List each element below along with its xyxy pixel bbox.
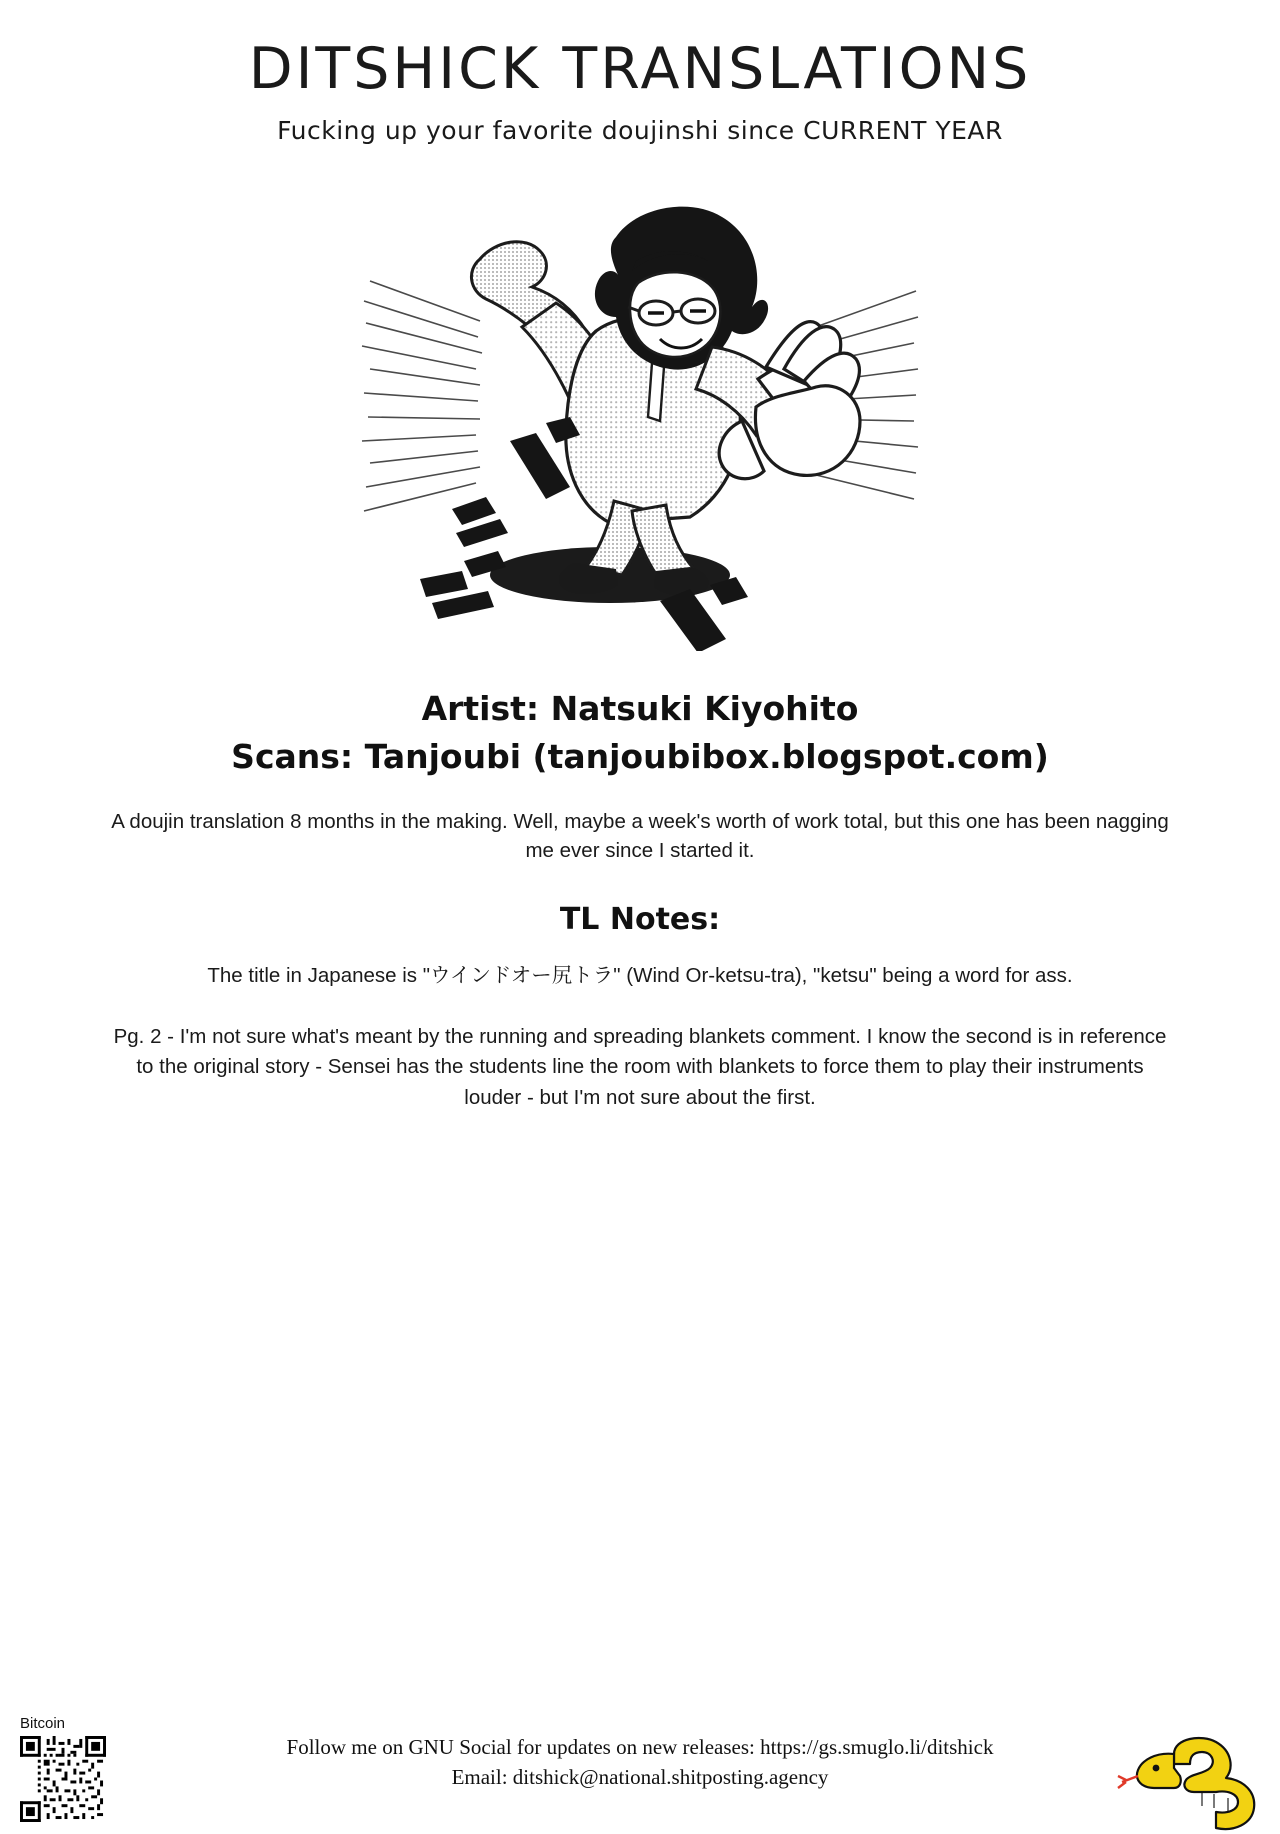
credit-artist: Artist: Natsuki Kiyohito bbox=[421, 688, 859, 728]
credit-scans: Scans: Tanjoubi (tanjoubibox.blogspot.com) bbox=[231, 736, 1049, 776]
illustration-container bbox=[0, 171, 1280, 651]
manga-boy-reaching-hand-illustration bbox=[360, 171, 920, 651]
tl-notes-heading: TL Notes: bbox=[559, 901, 721, 937]
bitcoin-donation-block bbox=[20, 1715, 120, 1826]
footer-contact bbox=[160, 1732, 1120, 1793]
tl-note-page-2: Pg. 2 - I'm not sure what's meant by the running and spreading blankets comment. I know the second is in reference to the original story - Sensei has the students line the room with blankets to force them to play their instruments louder - but I'm not sure about the first. bbox=[113, 1024, 1167, 1110]
header bbox=[0, 0, 1280, 145]
footer-email-line: Email: ditshick@national.shitposting.agency bbox=[451, 1765, 829, 1790]
credits bbox=[0, 685, 1280, 781]
site-title: DITSHICK TRANSLATIONS bbox=[248, 36, 1032, 102]
tl-note-title-meaning: The title in Japanese is "ウインドオー尻トラ" (Wind Or-ketsu-tra), "ketsu" being a word for ass. bbox=[207, 963, 1073, 987]
footer bbox=[0, 1714, 1280, 1834]
bitcoin-label: Bitcoin bbox=[20, 1715, 66, 1732]
site-tagline: Fucking up your favorite doujinshi since CURRENT YEAR bbox=[277, 115, 1003, 145]
bitcoin-qr-code bbox=[20, 1736, 106, 1822]
snake-mascot-icon bbox=[1116, 1724, 1266, 1834]
footer-follow-line: Follow me on GNU Social for updates on new releases: https://gs.smuglo.li/ditshick bbox=[286, 1735, 994, 1759]
intro-paragraph: A doujin translation 8 months in the making. Well, maybe a week's worth of work total, but this one has been nagging me ever since I started it. bbox=[111, 809, 1169, 863]
